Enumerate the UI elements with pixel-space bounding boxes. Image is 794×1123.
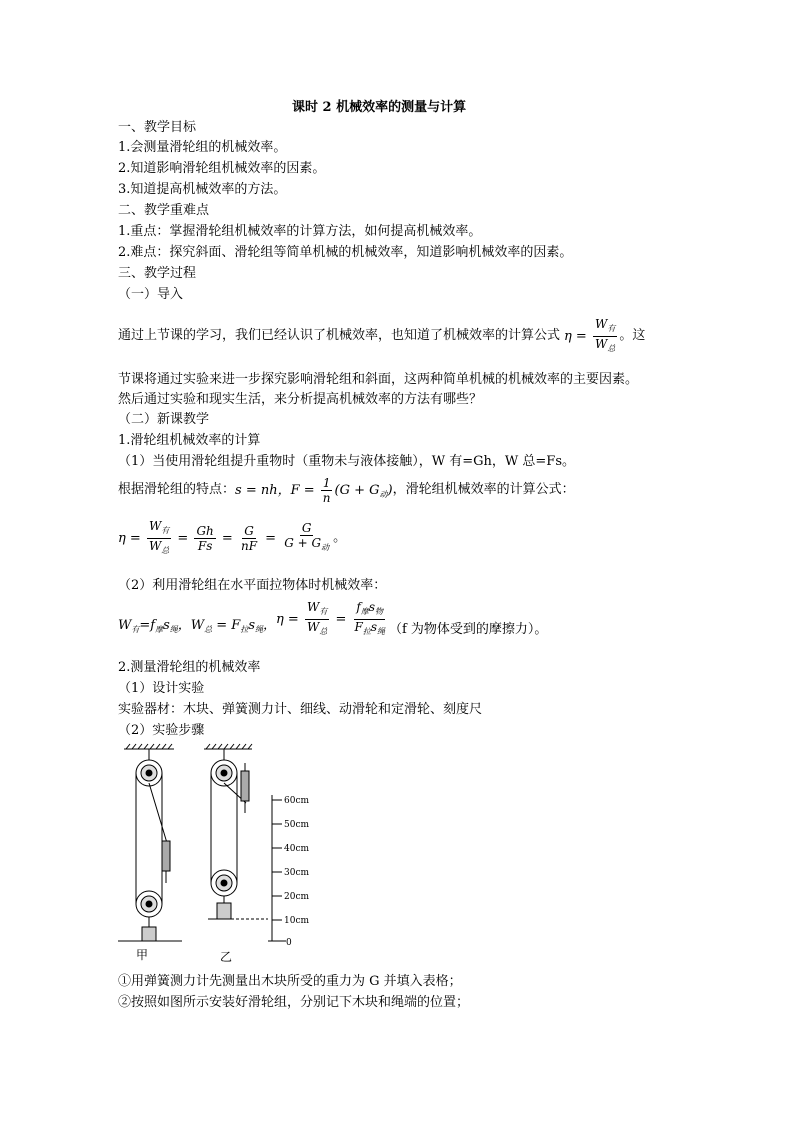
intro-text-end: 。这	[619, 328, 646, 343]
section-heading: 二、教学重难点	[118, 203, 210, 218]
goal-item: 3.知道提高机械效率的方法。	[118, 182, 287, 197]
intro-line-1	[118, 318, 645, 354]
topic-text: （1）设计实验	[118, 681, 205, 696]
topic-text: 实验器材：木块、弹簧测力计、细线、动滑轮和定滑轮、刻度尺	[118, 702, 483, 717]
ceiling-a	[124, 744, 174, 749]
char-text-end: ，滑轮组机械效率的计算公式：	[392, 482, 575, 497]
pulley-characteristics	[118, 472, 575, 508]
key-point: 2.难点：探究斜面、滑轮组等简单机械的机械效率，知道影响机械效率的因素。	[118, 245, 573, 260]
topic-text: （2）实验步骤	[118, 723, 205, 738]
goal-item: 2.知道影响滑轮组机械效率的因素。	[118, 161, 326, 176]
step-item: ②按照如图所示安装好滑轮组，分别记下木块和绳端的位置；	[118, 995, 470, 1010]
ceiling-b	[204, 744, 252, 749]
intro-line-2: 节课将通过实验来进一步探究影响滑轮组和斜面，这两种简单机械的机械效率的主要因素。	[118, 372, 639, 387]
char-text: 根据滑轮组的特点：	[118, 482, 236, 497]
efficiency-formula: η = $\frac{W_有}{W_总}$	[564, 316, 616, 353]
figure-label-b: 乙	[220, 950, 233, 964]
ruler-tick-label: 40cm	[284, 844, 310, 854]
horizontal-efficiency: η = $\frac{W_有}{W_总}$ = $\frac{f_摩s_物}{F_拉s_绳}$	[276, 600, 385, 636]
page-title: 课时 2 机械效率的测量与计算	[292, 100, 467, 115]
pulley-formula: s = nh，F = $\frac{1}{n}$ $(G + G_动)$	[235, 475, 393, 505]
ruler-tick-label: 20cm	[284, 892, 310, 902]
horizontal-note: （f 为物体受到的摩擦力）。	[388, 622, 548, 637]
step-item: ①用弹簧测力计先测量出木块所受的重力为 G 并填入表格；	[118, 974, 462, 989]
topic-heading: 2.测量滑轮组的机械效率	[118, 660, 261, 675]
intro-line-3: 然后通过实验和现实生活，来分析提高机械效率的方法有哪些？	[118, 392, 483, 407]
topic-heading: 1.滑轮组机械效率的计算	[118, 433, 261, 448]
horizontal-formula-line	[118, 600, 547, 644]
setup-a	[118, 749, 182, 941]
ruler-tick-label: 30cm	[284, 868, 310, 878]
topic-text: （1）当使用滑轮组提升重物时（重物未与液体接触），W 有=Gh，W 总=Fs。	[118, 454, 575, 469]
subsection-heading: （一）导入	[118, 287, 184, 302]
ruler-labels	[284, 796, 309, 948]
efficiency-derivation	[118, 518, 346, 558]
section-heading: 三、教学过程	[118, 266, 197, 281]
derivation-formula: η = $\frac{W_有}{W_总}$ = $\frac{Gh}{Fs}$ = $\frac{G}{nF}$ = $\frac{G}{G + G_动}$	[118, 518, 330, 555]
ruler-tick-label: 60cm	[284, 796, 310, 806]
subsection-heading: （二）新课教学	[118, 412, 210, 427]
horizontal-formula: $W_有=f_摩s_绳$，$W_总 = F_拉s_绳$，	[118, 618, 277, 634]
figure-label-a: 甲	[136, 948, 149, 962]
key-point: 1.重点：掌握滑轮组机械效率的计算方法，如何提高机械效率。	[118, 224, 482, 239]
section-heading: 一、教学目标	[118, 120, 197, 135]
ruler-tick-label: 50cm	[284, 820, 310, 830]
ruler-tick-label: 10cm	[284, 916, 310, 926]
goal-item: 1.会测量滑轮组的机械效率。	[118, 140, 287, 155]
derivation-end: 。	[333, 530, 347, 545]
pulley-figure	[118, 743, 338, 965]
topic-text: （2）利用滑轮组在水平面拉物体时机械效率：	[118, 578, 387, 593]
ruler-tick-label: 0	[286, 938, 292, 948]
setup-b	[208, 749, 268, 919]
intro-text: 通过上节课的学习，我们已经认识了机械效率，也知道了机械效率的计算公式	[118, 328, 561, 343]
